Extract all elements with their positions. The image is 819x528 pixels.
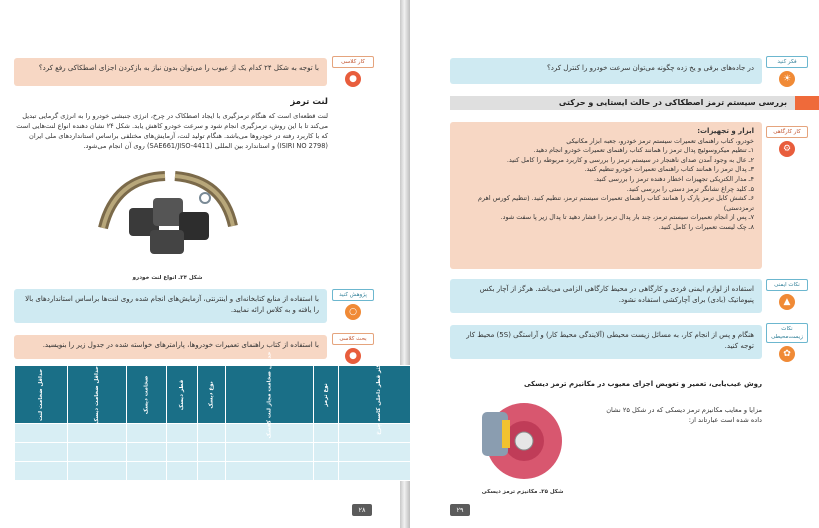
table-cell xyxy=(127,443,167,462)
table-header-label: حداقل ضخامت لنت xyxy=(38,368,45,421)
table-cell xyxy=(314,443,339,462)
brake-pad-4 xyxy=(150,230,184,254)
work-class-tag: کار کلاسی xyxy=(332,56,374,68)
table-header-cell xyxy=(68,366,127,424)
work-class-text: با توجه به شکل ۲۴ کدام یک از عیوب را می‌توان بدون نیاز به بازکردن اجزای اصطکاکی رفع کرد؟ xyxy=(38,64,319,72)
practical-step: ۲ـ عال به وجود آمدن صدای ناهنجار در سیستم ترمز را بررسی و کاربرد مربوطه را کامل کنید. xyxy=(506,155,754,164)
table-cell xyxy=(68,443,127,462)
section-title-brake-system: بررسی سیستم ترمز اصطکاکی در حالت ایستایی و حرکتی xyxy=(558,98,787,107)
safety-text: استفاده از لوازم ایمنی فردی و کارگاهی در محیط کارگاهی الزامی می‌باشد. هرگز از آچار بکس پنیوماتیک (بادی) برای آچارکشی استفاده نشود. xyxy=(479,285,754,304)
workshop-icon: ⚙ xyxy=(779,141,795,157)
table-cell xyxy=(166,462,197,481)
leaf-icon: ✿ xyxy=(779,346,795,362)
practical-step: ۸ـ چک لیست تعمیرات را کامل کنید. xyxy=(658,222,754,231)
table-header-label: قطر دیسک xyxy=(178,379,185,410)
environment-label xyxy=(766,323,808,362)
brake-lining-figure xyxy=(95,168,240,268)
table-header-label: نوع دیسک xyxy=(208,380,215,409)
table-header-cell xyxy=(127,366,167,424)
table-cell xyxy=(198,424,226,443)
practical-step: ۱ـ تنظیم میکروسوئیچ پدال ترمز را همانند کتاب راهنمای تعمیرات خودرو انجام دهید. xyxy=(533,146,754,155)
table-header-label: نوع ترمز xyxy=(323,382,330,407)
disc-brake-paragraph: مزایا و معایب مکانیزم ترمز دیسکی که در شکل ۲۵ نشان داده شده است عبارتاند از: xyxy=(606,406,762,424)
brake-pad-yellow xyxy=(502,420,510,448)
table-cell xyxy=(338,443,419,462)
practical-step: ۴ـ مدار الکتریکی تجهیزات اخطار دهنده ترمز را بررسی کنید. xyxy=(594,174,754,183)
research-label xyxy=(332,289,374,320)
magnifier-icon: ○ xyxy=(345,304,361,320)
table-header-cell xyxy=(198,366,226,424)
table-cell xyxy=(338,462,419,481)
research-text: با استفاده از منابع کتابخانه‌ای و اینترنتی، آزمایش‌های انجام شده روی لنت‌ها براساس استانداردهای بالا را یافته و به کلاس ارائه نمایید. xyxy=(25,295,319,314)
group-icon: ● xyxy=(345,348,361,364)
practical-step: ۷ـ پس از انجام تعمیرات سیستم ترمز، چند بار پدال ترمز را فشار دهید تا پدال زیر پا سفت شود. xyxy=(500,213,754,222)
table-cell xyxy=(15,462,68,481)
practical-step: ۳ـ پدال ترمز را همانند کتاب راهنمای تعمیرات خودرو تنظیم کنید. xyxy=(584,165,754,174)
environment-box xyxy=(450,325,762,359)
table-cell xyxy=(314,462,339,481)
table-cell xyxy=(226,443,314,462)
helmet-icon: ▲ xyxy=(779,294,795,310)
table-header-cell xyxy=(338,354,419,435)
lightbulb-icon: ☀ xyxy=(779,71,795,87)
discussion-text: با استفاده از کتاب راهنمای تعمیرات خودروها، پارامترهای خواسته شده در جدول زیر را بنویسید. xyxy=(42,341,319,349)
section-title-lining: لنت ترمز xyxy=(290,97,328,107)
right-page xyxy=(410,0,819,528)
practical-title: ابزار و تجهیزات: xyxy=(697,127,754,135)
work-class-box xyxy=(14,58,327,86)
brake-pad-2 xyxy=(153,198,183,226)
section-title-bar xyxy=(450,96,795,110)
discussion-label xyxy=(332,333,374,364)
figure-24-caption: شکل ۲۴ـ انواع لنت خودرو xyxy=(132,275,203,281)
discussion-tag: بحث کلاسی xyxy=(332,333,374,345)
safety-label xyxy=(766,279,808,310)
table-cell xyxy=(166,443,197,462)
safety-tag: نکات ایمنی xyxy=(766,279,808,291)
group-icon: ● xyxy=(345,71,361,87)
table-cell xyxy=(15,424,68,443)
table-header-label: حداقل ضخامت مجاز لنت کفشک xyxy=(266,351,273,438)
research-tag: پژوهش کنید xyxy=(332,289,374,301)
practical-step: ۶ـ کشش کابل ترمز پارک را همانند کتاب راهنمای تعمیرات سیستم ترمز، تنظیم کنید. (تنظیم کورس اهرم ترمزدستی) xyxy=(478,194,754,212)
table-cell xyxy=(166,424,197,443)
environment-text: هنگام و پس از انجام کار، به مسائل زیست محیطی (آلایندگی محیط کار) و آراستگی (5S) محیط کار توجه کنید. xyxy=(466,331,754,350)
table-cell xyxy=(314,424,339,443)
practical-step: ۵ـ کلید چراغ نشانگر ترمز دستی را بررسی کنید. xyxy=(626,184,754,193)
table-header-label: حداکثر قطر داخلی کاسه چرخ xyxy=(375,354,382,435)
table-cell xyxy=(15,443,68,462)
practical-intro: خودرو، کتاب راهنمای تعمیرات سیستم ترمز خودرو، جعبه ابزار مکانیکی xyxy=(566,136,754,145)
figure-25-caption: شکل ۲۵ـ مکانیزم ترمز دیسکی xyxy=(481,489,564,495)
table-cell xyxy=(68,462,127,481)
work-class-label xyxy=(332,56,374,87)
research-box xyxy=(14,289,327,323)
think-text: در جاده‌های برفی و یخ زده چگونه می‌توان سرعت خودرو را کنترل کرد؟ xyxy=(547,64,754,72)
page-number-right: ۲۹ xyxy=(450,504,470,516)
table-cell xyxy=(68,424,127,443)
practical-box xyxy=(450,122,762,269)
think-label xyxy=(766,56,808,87)
table-header-label: ضخامت دیسک xyxy=(143,375,150,414)
safety-box xyxy=(450,279,762,313)
think-tag: فکر کنید xyxy=(766,56,808,68)
discussion-box xyxy=(14,335,327,359)
environment-tag: نکات زیست‌محیطی xyxy=(766,323,808,343)
table-cell xyxy=(198,443,226,462)
practical-tag: کار کارگاهی xyxy=(766,126,808,138)
section-accent xyxy=(795,96,819,110)
think-box xyxy=(450,58,762,84)
table-header-cell xyxy=(226,351,314,438)
table-header-label: حداقل ضخامت دیسک xyxy=(94,365,101,424)
left-page xyxy=(0,0,400,528)
practical-label xyxy=(766,126,808,157)
table-cell xyxy=(127,462,167,481)
brake-spring xyxy=(200,193,210,203)
wheel-hub xyxy=(515,432,533,450)
disc-brake-subheading: روش عیب‌یابی، تعمیر و تعویض اجزای معیوب در مکانیزم ترمز دیسکی xyxy=(523,380,762,388)
table-header-cell xyxy=(314,366,339,424)
table-cell xyxy=(198,462,226,481)
table-header-cell xyxy=(166,366,197,424)
disc-brake-figure xyxy=(472,398,572,484)
lining-paragraph: لنت قطعه‌ای است که هنگام ترمزگیری با ایجاد اصطکاک در چرخ، انرژی جنبشی خودرو را به انرژی گرمایی تبدیل می‌کند تا با این روش، ترمزگیری انجام شود و سرعت خودرو کاهش یابد. شکل ۲۴ نشان دهنده انواع لنت‌هایی است که با کاربرد رفته در خودروها می‌باشد. هنگام تولید لنت، آزمایش‌های مختلفی براساس استانداردهای ملی ایران (ISIRI NO 2798) و استاندارد بین المللی (SAE661/JISO-4411) روی آن انجام می‌شود. xyxy=(16,112,328,150)
table-cell xyxy=(127,424,167,443)
table-header-cell xyxy=(15,366,68,424)
table-cell xyxy=(226,462,314,481)
page-number-left: ۲۸ xyxy=(352,504,372,516)
